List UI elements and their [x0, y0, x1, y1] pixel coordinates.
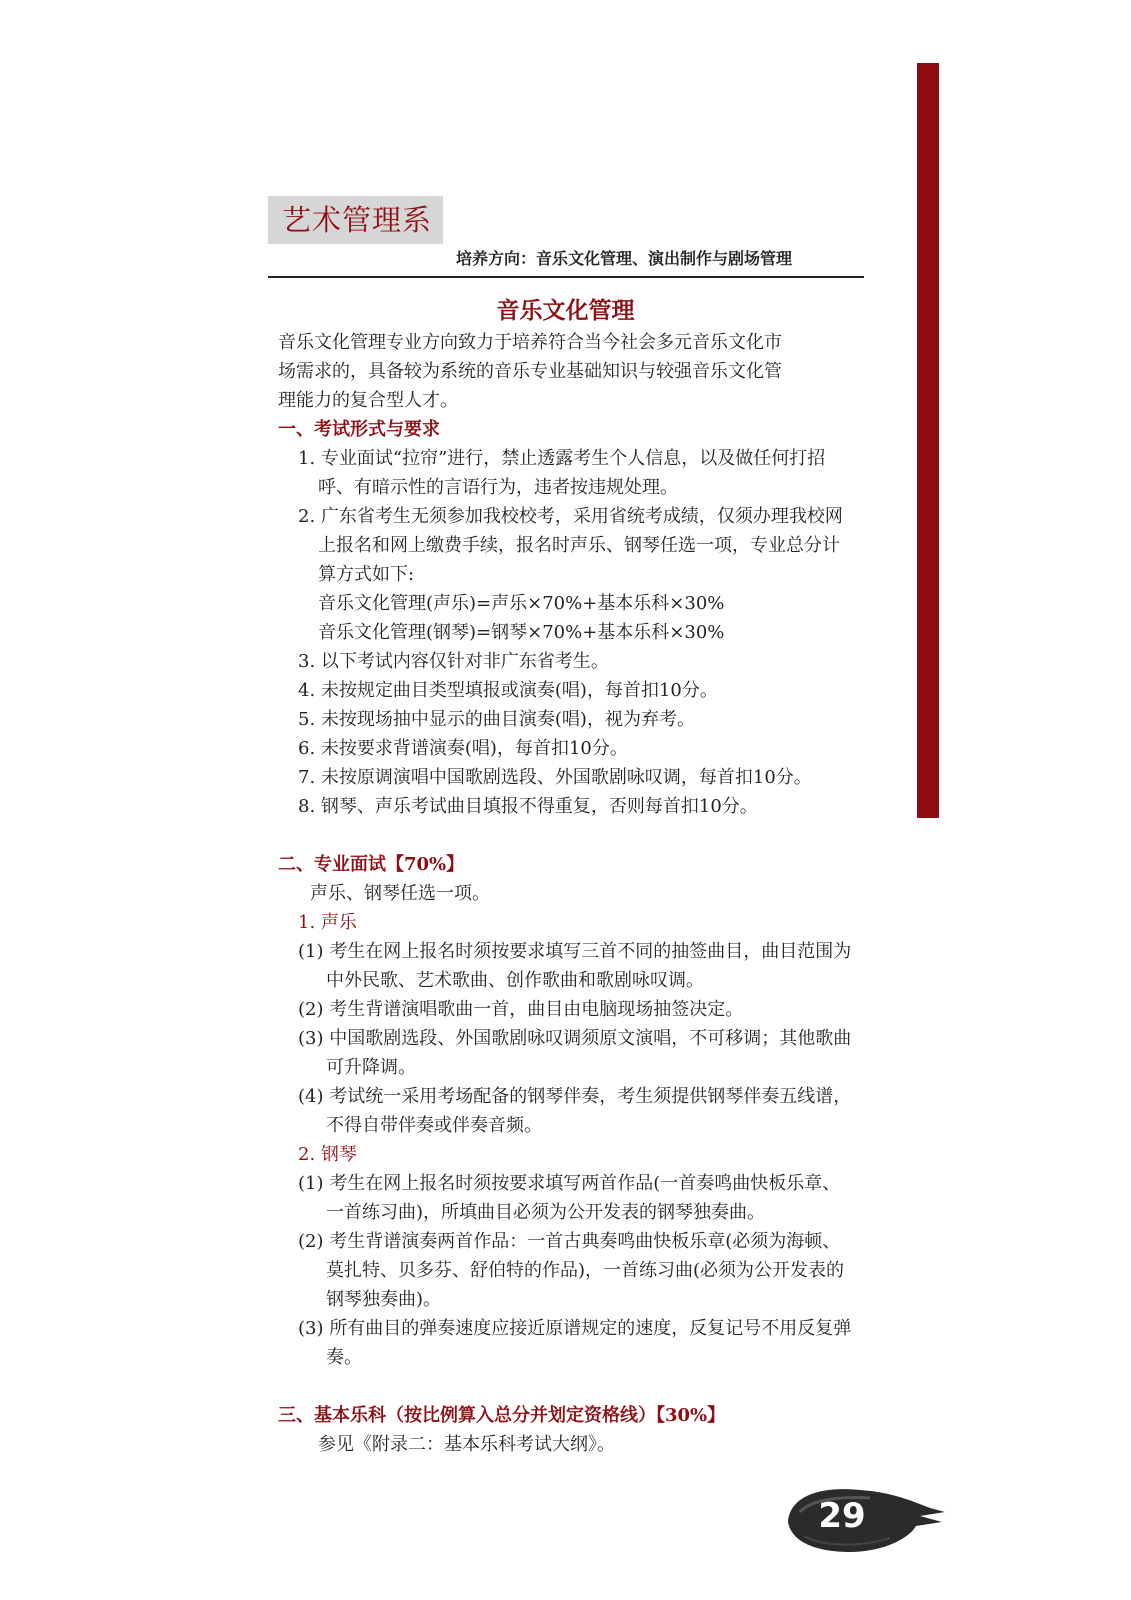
intro-line: 理能力的复合型人才。	[278, 390, 458, 411]
part3-heading: 三、基本乐科（按比例算入总分并划定资格线）【30%】	[278, 1405, 726, 1426]
vocal-item: (1) 考生在网上报名时须按要求填写三首不同的抽签曲目，曲目范围为中外民歌、艺术歌曲、创作歌曲和歌剧咏叹调。	[298, 941, 852, 991]
vocal-item: (3) 中国歌剧选段、外国歌剧咏叹调须原文演唱，不可移调；其他歌曲可升降调。	[298, 1028, 852, 1078]
piano-item: (3) 所有曲目的弹奏速度应接近原谱规定的速度，反复记号不用反复弹奏。	[298, 1318, 852, 1368]
piano-heading: 2. 钢琴	[298, 1144, 357, 1165]
part3-note: 参见《附录二：基本乐科考试大纲》。	[318, 1434, 615, 1455]
score-formula: 音乐文化管理(声乐)=声乐×70%+基本乐科×30%	[318, 593, 725, 614]
vocal-heading: 1. 声乐	[298, 912, 357, 933]
part1-heading: 一、考试形式与要求	[278, 419, 440, 440]
rule-item: 6. 未按要求背谱演奏(唱)，每首扣10分。	[298, 738, 628, 759]
rule-item: 8. 钢琴、声乐考试曲目填报不得重复，否则每首扣10分。	[298, 796, 758, 817]
rule-item: 2. 广东省考生无须参加我校校考，采用省统考成绩，仅须办理我校网上报名和网上缴费手续，报名时声乐、钢琴任选一项，专业总分计算方式如下:	[298, 506, 843, 585]
score-formula: 音乐文化管理(钢琴)=钢琴×70%+基本乐科×30%	[318, 622, 725, 643]
section-title: 音乐文化管理	[496, 297, 635, 324]
spacer	[278, 821, 853, 850]
spacer	[278, 1372, 853, 1401]
piano-item: (1) 考生在网上报名时须按要求填写两首作品(一首奏鸣曲快板乐章、一首练习曲)，所填曲目必须为公开发表的钢琴独奏曲。	[298, 1173, 841, 1223]
rule-item: 7. 未按原调演唱中国歌剧选段、外国歌剧咏叹调，每首扣10分。	[298, 767, 812, 788]
page-content	[278, 294, 853, 1459]
decorative-side-bar	[917, 63, 939, 818]
training-direction: 培养方向：音乐文化管理、演出制作与剧场管理	[456, 249, 793, 268]
intro-line: 音乐文化管理专业方向致力于培养符合当今社会多元音乐文化市	[278, 332, 782, 353]
rule-item: 1. 专业面试“拉帘”进行，禁止透露考生个人信息，以及做任何打招呼、有暗示性的言语行为，违者按违规处理。	[298, 448, 826, 498]
piano-item: (2) 考生背谱演奏两首作品：一首古典奏鸣曲快板乐章(必须为海顿、莫扎特、贝多芬、舒伯特的作品)，一首练习曲(必须为公开发表的钢琴独奏曲)。	[298, 1231, 845, 1310]
header-divider	[268, 276, 864, 278]
rule-item: 3. 以下考试内容仅针对非广东省考生。	[298, 651, 609, 672]
vocal-item: (2) 考生背谱演唱歌曲一首，曲目由电脑现场抽签决定。	[298, 999, 744, 1020]
part2-heading: 二、专业面试【70%】	[278, 854, 465, 875]
vocal-item: (4) 考试统一采用考场配备的钢琴伴奏，考生须提供钢琴伴奏五线谱，不得自带伴奏或伴奏音频。	[298, 1086, 852, 1136]
page-number: 29	[818, 1496, 866, 1536]
department-title: 艺术管理系	[282, 203, 433, 237]
part2-note: 声乐、钢琴任选一项。	[310, 883, 490, 904]
rule-item: 5. 未按现场抽中显示的曲目演奏(唱)，视为弃考。	[298, 709, 695, 730]
rule-item: 4. 未按规定曲目类型填报或演奏(唱)，每首扣10分。	[298, 680, 718, 701]
intro-line: 场需求的，具备较为系统的音乐专业基础知识与较强音乐文化管	[278, 361, 782, 382]
